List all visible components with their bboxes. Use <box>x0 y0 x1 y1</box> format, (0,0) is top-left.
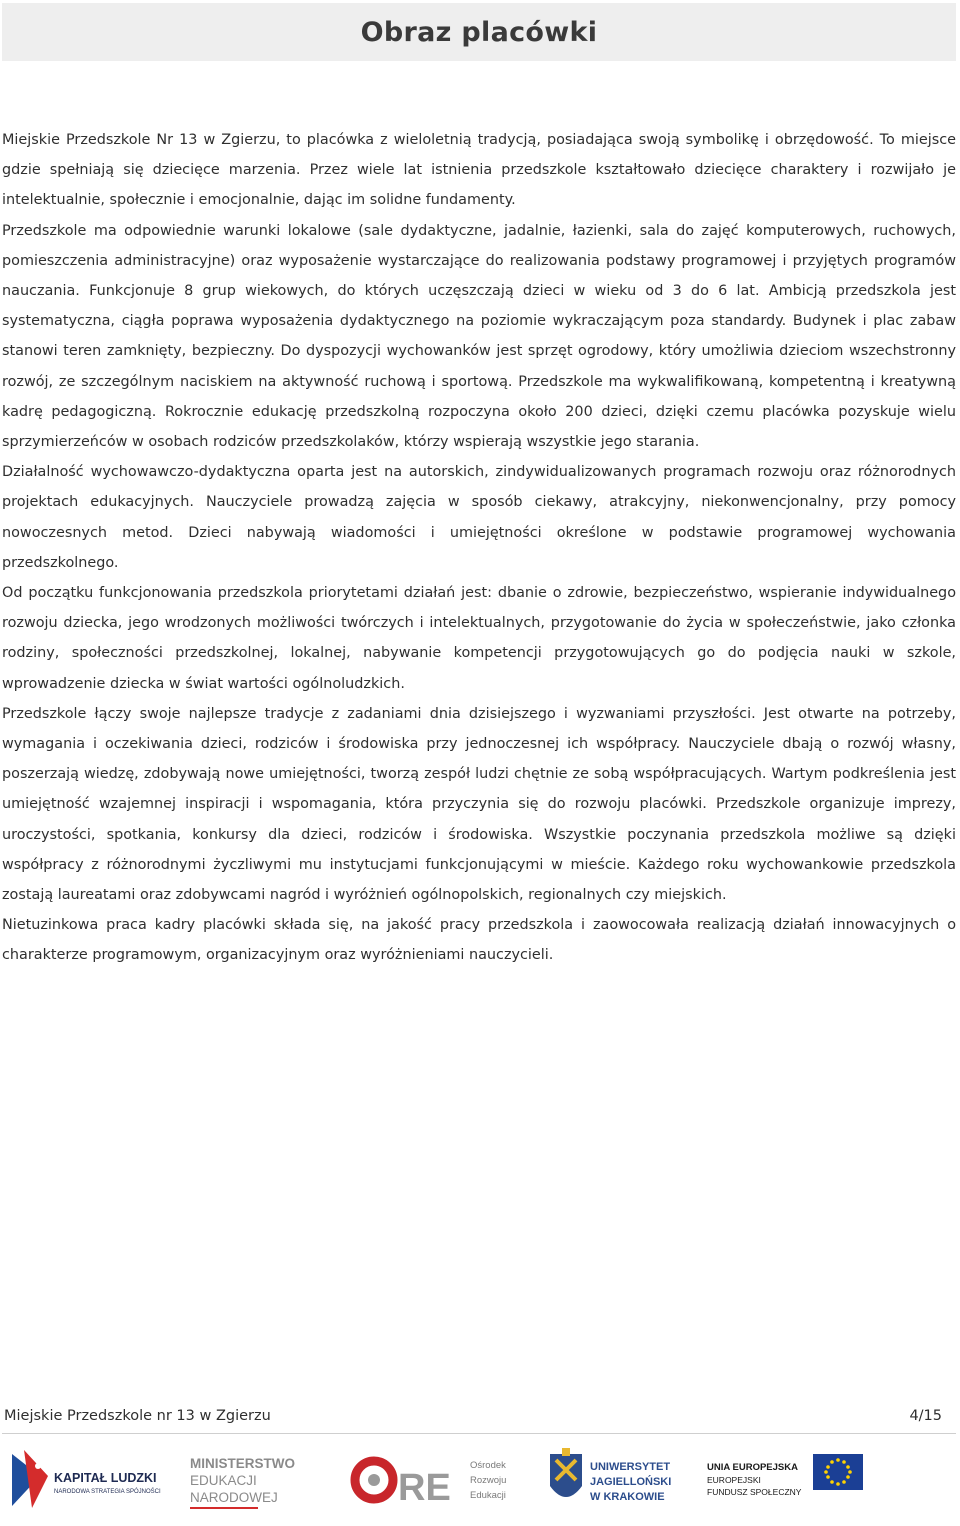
footer-institution: Miejskie Przedszkole nr 13 w Zgierzu <box>4 1408 271 1424</box>
paragraph-5: Przedszkole łączy swoje najlepsze tradycje z zadaniami dnia dzisiejszego i wyzwaniami przyszłości. Jest otwarte na potrzeby, wymagania i oczekiwania dzieci, rodziców i środowiska przy jednoczesnej ich współpracy. Nauczyciele dbają o rozwój własny, poszerzają wiedzę, zdobywają nowe umiejętności, tworzą zespół ludzi chętnie ze sobą współpracujących. Wartym podkreślenia jest umiejętność wzajemnej inspiracji i wspomagania, która przyczynia się do rozwoju placówki. Przedszkole organizuje imprezy, uroczystości, spotkania, konkursy dla dzieci, rodziców i środowiska. Wszystkie poczynania przedszkola możliwe są dzięki współpracy z różnorodnymi życzliwymi mu instytucjami funkcjonującymi w mieście. Każdego roku wychowankowie przedszkola zostają laureatami oraz zdobywcami nagród i wyróżnień ogólnopolskich, regionalnych czy miejskich. <box>2 705 956 904</box>
uj-crest-icon <box>550 1454 582 1497</box>
uj-logo <box>544 1446 694 1516</box>
paragraph-3: Działalność wychowawczo-dydaktyczna oparta jest na autorskich, zindywidualizowanych programach rozwoju oraz różnorodnych projektach edukacyjnych. Nauczyciele prowadzą zajęcia w sposób ciekawy, atrakcyjny, niekonwencjonalny, przy pomocy nowoczesnych metod. Dzieci nabywają wiadomości i umiejętności określone w podstawie programowej wychowania przedszkolnego. <box>2 464 956 571</box>
eu-line2: EUROPEJSKI <box>707 1475 761 1485</box>
men-line1: MINISTERSTWO <box>190 1456 295 1471</box>
paragraph-6: Nietuzinkowa praca kadry placówki składa się, na jakość pracy przedszkola i zaowocowała realizacją działań innowacyjnych o charakterze programowym, organizacyjnym oraz wyróżnieniami nauczycieli. <box>2 917 956 964</box>
uj-line1: UNIWERSYTET <box>590 1461 671 1473</box>
kapital-subtitle: NARODOWA STRATEGIA SPÓJNOŚCI <box>54 1489 161 1495</box>
ore-re-letters: RE <box>398 1467 451 1509</box>
uj-line3: W KRAKOWIE <box>590 1491 665 1503</box>
document-body <box>2 125 956 971</box>
men-line2: EDUKACJI <box>190 1473 257 1488</box>
men-logo <box>188 1446 318 1516</box>
page-number: 4/15 <box>909 1408 942 1424</box>
page-title: Obraz placówki <box>360 16 598 48</box>
ore-logo <box>350 1446 530 1516</box>
page-title-bar <box>2 3 956 61</box>
ore-line3: Edukacji <box>470 1490 506 1501</box>
kapital-ludzki-logo <box>10 1446 170 1516</box>
ore-line1: Ośrodek <box>470 1460 506 1471</box>
kapital-star-icon <box>35 1463 41 1469</box>
paragraph-1: Miejskie Przedszkole Nr 13 w Zgierzu, to placówka z wieloletnią tradycją, posiadająca swoją symbolikę i obrzędowość. To miejsce gdzie spełniają się dziecięce marzenia. Przez wiele lat istnienia przedszkole kształtowało dziecięce charaktery i rozwijało je intelektualnie, społecznie i emocjonalnie, dając im solidne fundamenty. <box>2 132 956 209</box>
uj-line2: JAGIELLOŃSKI <box>590 1476 672 1488</box>
eu-line1: UNIA EUROPEJSKA <box>707 1462 798 1473</box>
footer-divider <box>2 1433 956 1434</box>
eu-logo <box>705 1446 865 1516</box>
page-footer <box>4 1403 942 1429</box>
men-red-line <box>190 1507 258 1509</box>
sponsor-logos <box>0 1446 960 1516</box>
eu-line3: FUNDUSZ SPOŁECZNY <box>707 1487 802 1497</box>
kapital-title: KAPITAŁ LUDZKI <box>54 1471 157 1485</box>
ore-line2: Rozwoju <box>470 1475 507 1486</box>
uj-crown-icon <box>562 1448 570 1456</box>
paragraph-4: Od początku funkcjonowania przedszkola priorytetami działań jest: dbanie o zdrowie, bezpieczeństwo, wspieranie indywidualnego rozwoju dziecka, jego wrodzonych możliwości twórczych i intelektualnych, przygotowanie do życia w społeczeństwie, jako członka rodziny, społeczności przedszkolnej, lokalnej, nabywanie kompetencji przygotowujących go do podjęcia nauki w szkole, wprowadzenie dziecka w świat wartości ogólnoludzkich. <box>2 585 956 692</box>
paragraph-2: Przedszkole ma odpowiednie warunki lokalowe (sale dydaktyczne, jadalnie, łazienki, sala do zajęć komputerowych, ruchowych, pomieszczenia administracyjne) oraz wyposażenie wystarczające do realizowania podstawy programowej i przyjętych programów nauczania. Funkcjonuje 8 grup wiekowych, do których uczęszczają dzieci w wieku od 3 do 6 lat. Ambicją przedszkola jest systematyczna, ciągła poprawa wyposażenia dydaktycznego na poziomie wykraczającym poza standardy. Budynek i plac zabaw stanowi teren zamknięty, bezpieczny. Do dyspozycji wychowanków jest sprzęt ogrodowy, który umożliwia dzieciom wszechstronny rozwój, ze szczególnym naciskiem na aktywność ruchową i sportową. Przedszkole ma wykwalifikowaną, kompetentną i kreatywną kadrę pedagogiczną. Rokrocznie edukację przedszkolną rozpoczyna około 200 dzieci, dzięki czemu placówka pozyskuje wielu sprzymierzeńców w osobach rodziców przedszkolaków, którzy wspierają wszystkie jego starania. <box>2 222 956 451</box>
men-line3: NARODOWEJ <box>190 1490 278 1505</box>
